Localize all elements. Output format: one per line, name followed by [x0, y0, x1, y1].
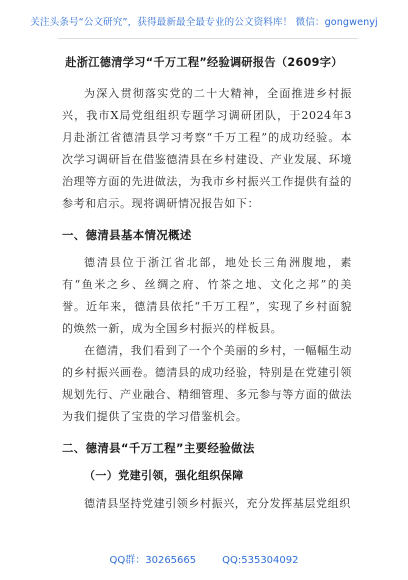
- intro-paragraph: 为深入贯彻落实党的二十大精神，全面推进乡村振兴，我市X局党组组织专题学习调研团队，于2024年3月赴浙江省德清县学习考察“千万工程”的成功经验。本次学习调研旨在借鉴德清县在乡村建设、产业发展、环境治理等方面的先进做法，为我市乡村振兴工作提供有益的参考和启示。现将调研情况报告如下：: [62, 87, 352, 210]
- footer-qq-group: QQ群：30265665: [109, 555, 197, 566]
- section2-paragraph-1: 德清县坚持党建引领乡村振兴，充分发挥基层党组织: [84, 497, 351, 510]
- footer-qq: QQ:535304092: [222, 555, 299, 566]
- section1-paragraph-2: 在德清，我们看到了一个个美丽的乡村，一幅幅生动的乡村振兴画卷。德清县的成功经验，特别是在党建引领规划先行、产业融合、精细管理、多元参与等方面的做法为我们提供了宝贵的学习借鉴机会。: [62, 344, 352, 423]
- header-promo-banner: 关注头条号“公文研究”，获得最新最全最专业的公文资料库！ 微信：gongwenyj: [30, 17, 378, 28]
- document-body: [62, 83, 352, 515]
- section-heading-2: 二、德清县“千万工程”主要经验做法: [62, 441, 255, 455]
- header-divider: [58, 38, 358, 39]
- section1-paragraph-1: 德清县位于浙江省北部，地处长三角洲腹地，素有“鱼米之乡、丝绸之府、竹茶之地、文化之邦”的美誉。近年来，德清县依托“千万工程”，实现了乡村面貌的焕然一新，成为全国乡村振兴的样板县。: [62, 256, 352, 335]
- section-heading-1: 一、德清县基本情况概述: [62, 228, 192, 242]
- document-title: 赴浙江德清学习“千万工程”经验调研报告（2609字）: [65, 56, 343, 69]
- footer-contact-banner: [0, 551, 408, 566]
- subsection-heading-1: （一）党建引领，强化组织保障: [84, 469, 244, 482]
